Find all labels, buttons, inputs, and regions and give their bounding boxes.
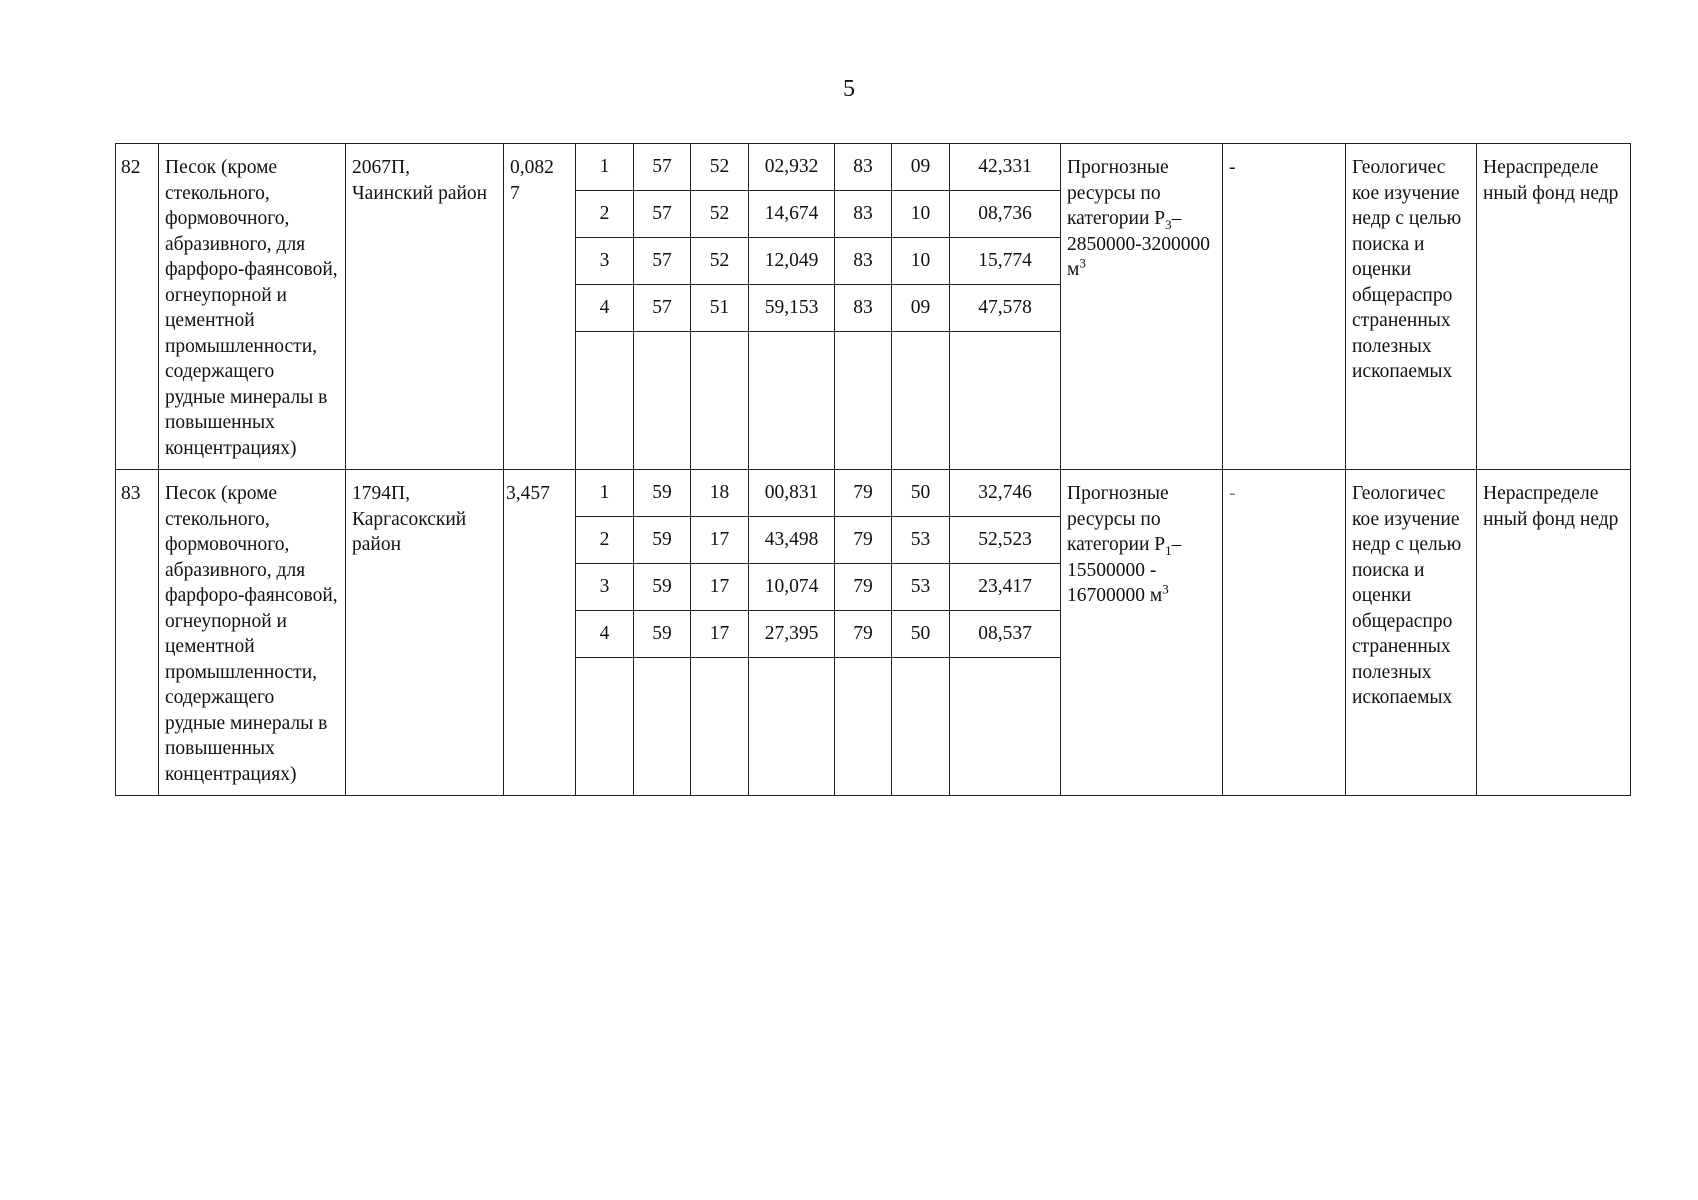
lon-degrees: 83 xyxy=(835,144,892,191)
lat-seconds: 59,153 xyxy=(749,285,835,332)
lat-degrees: 57 xyxy=(634,191,691,238)
lon-seconds: 08,537 xyxy=(950,611,1061,658)
subsoil-sites-table xyxy=(115,143,1631,796)
lon-minutes: 53 xyxy=(892,517,950,564)
lat-minutes: 17 xyxy=(691,517,749,564)
lon-seconds: 08,736 xyxy=(950,191,1061,238)
coordinate-row xyxy=(116,470,1631,517)
lat-degrees: 59 xyxy=(634,470,691,517)
page-number: 5 xyxy=(843,76,855,102)
forecast-resources: Прогнозные ресурсы по категории $P_1-$ 15500000 - 16700000 $м^3$ xyxy=(1061,470,1223,796)
empty-cell xyxy=(892,658,950,796)
district: Чаинский район xyxy=(352,182,488,204)
site-location xyxy=(346,470,504,796)
empty-cell xyxy=(950,658,1061,796)
lat-degrees: 59 xyxy=(634,517,691,564)
area-value xyxy=(504,470,576,796)
lon-degrees: 79 xyxy=(835,470,892,517)
fund-status: Нераспределе нный фонд недр xyxy=(1477,470,1631,796)
lon-minutes: 50 xyxy=(892,470,950,517)
lat-seconds: 12,049 xyxy=(749,238,835,285)
lat-degrees: 57 xyxy=(634,144,691,191)
empty-cell xyxy=(634,332,691,470)
lon-degrees: 79 xyxy=(835,517,892,564)
forecast-resources: Прогнозные ресурсы по категории $P_3-$ 2850000-3200000 $м^3$ xyxy=(1061,144,1223,470)
lon-degrees: 83 xyxy=(835,191,892,238)
lon-seconds: 15,774 xyxy=(950,238,1061,285)
empty-cell xyxy=(749,658,835,796)
site-code: 1794П, xyxy=(352,483,410,504)
area-line-1: 0,082 xyxy=(510,157,554,178)
lat-seconds: 02,932 xyxy=(749,144,835,191)
empty-cell xyxy=(950,332,1061,470)
empty-cell xyxy=(835,332,892,470)
lat-seconds: 43,498 xyxy=(749,517,835,564)
lat-seconds: 10,074 xyxy=(749,564,835,611)
lat-seconds: 00,831 xyxy=(749,470,835,517)
license-purpose: Геологичес кое изучение недр с целью поиска и оценки общераспро страненных полезных ископаемых xyxy=(1346,470,1477,796)
lat-degrees: 59 xyxy=(634,564,691,611)
reserves-value: - xyxy=(1223,144,1346,470)
lat-minutes: 51 xyxy=(691,285,749,332)
point-number: 4 xyxy=(576,285,634,332)
lat-degrees: 59 xyxy=(634,611,691,658)
empty-cell xyxy=(835,658,892,796)
mineral-description: Песок (кроме стекольного, формовочного, абразивного, для фарфоро-фаянсовой, огнеупорной и цементной промышленности, содержащего рудные минералы в повышенных концентрациях) xyxy=(159,144,346,470)
lon-degrees: 79 xyxy=(835,611,892,658)
empty-cell xyxy=(576,332,634,470)
lat-minutes: 52 xyxy=(691,144,749,191)
lat-minutes: 17 xyxy=(691,564,749,611)
district: Каргасокский район xyxy=(352,508,467,555)
empty-cell xyxy=(576,658,634,796)
lon-seconds: 52,523 xyxy=(950,517,1061,564)
lon-minutes: 50 xyxy=(892,611,950,658)
fund-status: Нераспределе нный фонд недр xyxy=(1477,144,1631,470)
lon-minutes: 09 xyxy=(892,285,950,332)
point-number: 3 xyxy=(576,238,634,285)
lat-seconds: 27,395 xyxy=(749,611,835,658)
lon-seconds: 42,331 xyxy=(950,144,1061,191)
record-number: 82 xyxy=(116,144,159,470)
lon-minutes: 09 xyxy=(892,144,950,191)
lat-degrees: 57 xyxy=(634,238,691,285)
site-code: 2067П, xyxy=(352,157,410,178)
point-number: 2 xyxy=(576,517,634,564)
table-body xyxy=(116,144,1631,796)
lat-seconds: 14,674 xyxy=(749,191,835,238)
license-purpose: Геологичес кое изучение недр с целью поиска и оценки общераспро страненных полезных ископаемых xyxy=(1346,144,1477,470)
lon-seconds: 47,578 xyxy=(950,285,1061,332)
empty-cell xyxy=(892,332,950,470)
record-number: 83 xyxy=(116,470,159,796)
lon-seconds: 23,417 xyxy=(950,564,1061,611)
lon-degrees: 79 xyxy=(835,564,892,611)
lat-minutes: 52 xyxy=(691,191,749,238)
empty-cell xyxy=(749,332,835,470)
site-location xyxy=(346,144,504,470)
empty-cell xyxy=(691,332,749,470)
reserves-value: - xyxy=(1223,470,1346,796)
point-number: 1 xyxy=(576,144,634,191)
lat-degrees: 57 xyxy=(634,285,691,332)
point-number: 4 xyxy=(576,611,634,658)
point-number: 3 xyxy=(576,564,634,611)
point-number: 2 xyxy=(576,191,634,238)
lon-seconds: 32,746 xyxy=(950,470,1061,517)
empty-cell xyxy=(634,658,691,796)
coordinate-row xyxy=(116,144,1631,191)
lat-minutes: 52 xyxy=(691,238,749,285)
lat-minutes: 17 xyxy=(691,611,749,658)
lon-degrees: 83 xyxy=(835,285,892,332)
mineral-description: Песок (кроме стекольного, формовочного, абразивного, для фарфоро-фаянсовой, огнеупорной и цементной промышленности, содержащего рудные минералы в повышенных концентрациях) xyxy=(159,470,346,796)
empty-cell xyxy=(691,658,749,796)
point-number: 1 xyxy=(576,470,634,517)
lat-minutes: 18 xyxy=(691,470,749,517)
area-line-2: 7 xyxy=(510,182,520,204)
lon-degrees: 83 xyxy=(835,238,892,285)
lon-minutes: 10 xyxy=(892,238,950,285)
area-value xyxy=(504,144,576,470)
lon-minutes: 10 xyxy=(892,191,950,238)
area-line-1: 3,457 xyxy=(506,483,550,504)
lon-minutes: 53 xyxy=(892,564,950,611)
